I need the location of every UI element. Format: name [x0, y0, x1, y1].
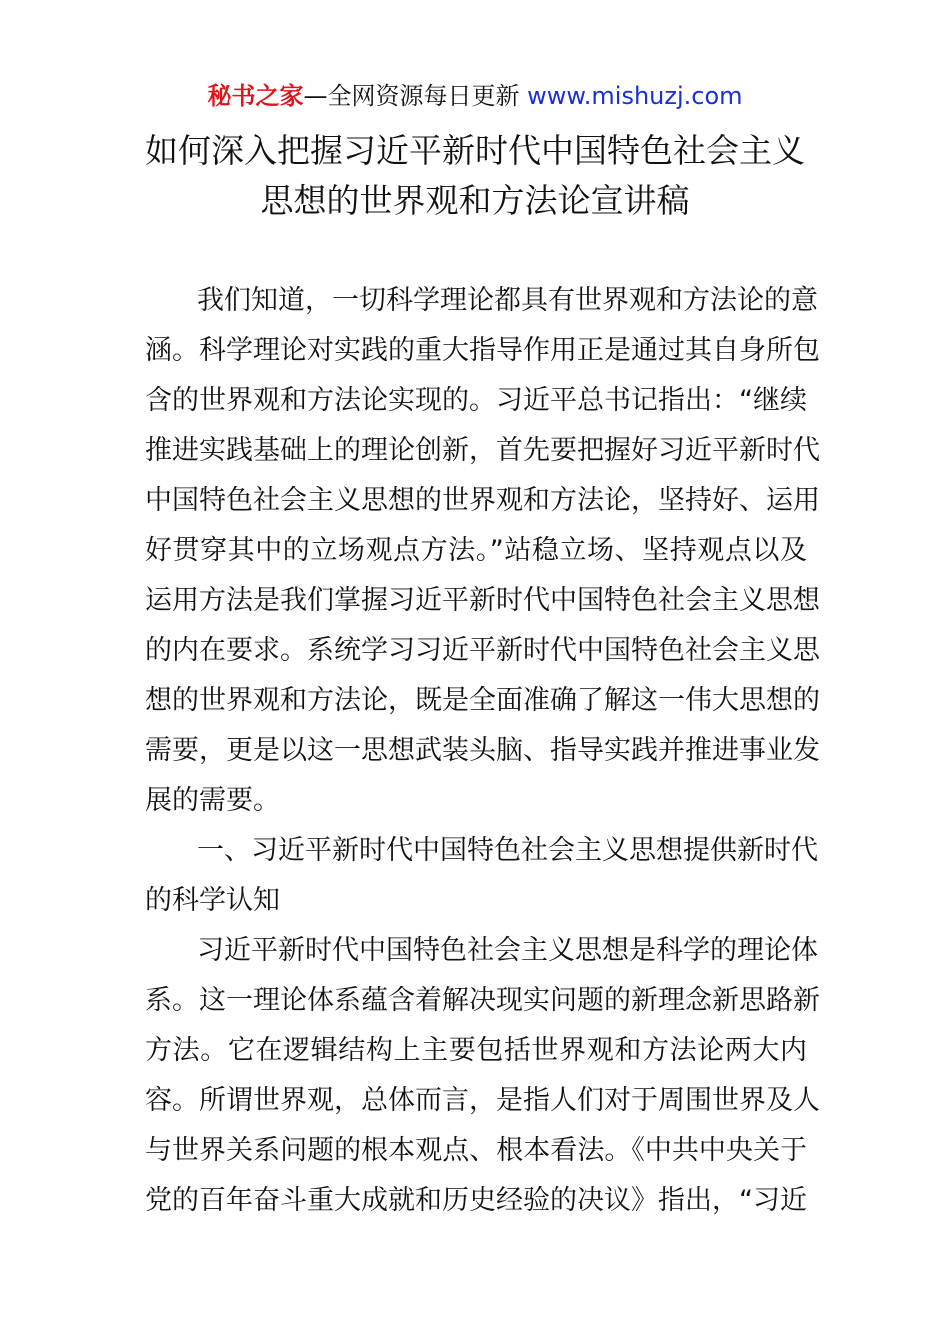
heading-line: 一、习近平新时代中国特色社会主义思想提供新时代 [197, 835, 818, 866]
text-line: 容。所谓世界观，总体而言，是指人们对于周围世界及人 [145, 1085, 820, 1116]
text-line: 党的百年奋斗重大成就和历史经验的决议》指出，“习近 [145, 1185, 807, 1216]
text-line: 运用方法是我们掌握习近平新时代中国特色社会主义思想 [145, 585, 820, 616]
header-banner [0, 80, 950, 112]
document-body [145, 276, 820, 1226]
website-link[interactable]: www.mishuzj.com [527, 82, 743, 110]
paragraph-intro [145, 276, 820, 826]
text-line: 习近平新时代中国特色社会主义思想是科学的理论体 [197, 935, 818, 966]
text-line: 中国特色社会主义思想的世界观和方法论，坚持好、运用 [145, 485, 820, 516]
text-line: 与世界关系问题的根本观点、根本看法。《中共中央关于 [145, 1135, 807, 1166]
text-line: 涵。科学理论对实践的重大指导作用正是通过其自身所包 [145, 335, 820, 366]
text-line: 需要，更是以这一思想武装头脑、指导实践并推进事业发 [145, 735, 820, 766]
text-line: 我们知道，一切科学理论都具有世界观和方法论的意 [197, 285, 818, 316]
text-line: 系。这一理论体系蕴含着解决现实问题的新理念新思路新 [145, 985, 820, 1016]
text-line: 方法。它在逻辑结构上主要包括世界观和方法论两大内 [145, 1035, 807, 1066]
text-line: 含的世界观和方法论实现的。习近平总书记指出：“继续 [145, 385, 807, 416]
document-title [100, 126, 850, 226]
section-heading-1 [145, 826, 818, 926]
text-line: 的内在要求。系统学习习近平新时代中国特色社会主义思 [145, 635, 820, 666]
heading-line: 的科学认知 [145, 885, 280, 916]
text-line: 推进实践基础上的理论创新，首先要把握好习近平新时代 [145, 435, 820, 466]
text-line: 想的世界观和方法论，既是全面准确了解这一伟大思想的 [145, 685, 820, 716]
text-line: 展的需要。 [145, 785, 280, 816]
brand-name: 秘书之家 [207, 82, 304, 110]
title-line: 如何深入把握习近平新时代中国特色社会主义 [145, 131, 805, 170]
paragraph-section-1 [145, 926, 820, 1226]
text-line: 好贯穿其中的立场观点方法。”站稳立场、坚持观点以及 [145, 535, 807, 566]
title-line: 思想的世界观和方法论宣讲稿 [260, 181, 690, 220]
banner-tagline: —全网资源每日更新 [303, 82, 528, 110]
